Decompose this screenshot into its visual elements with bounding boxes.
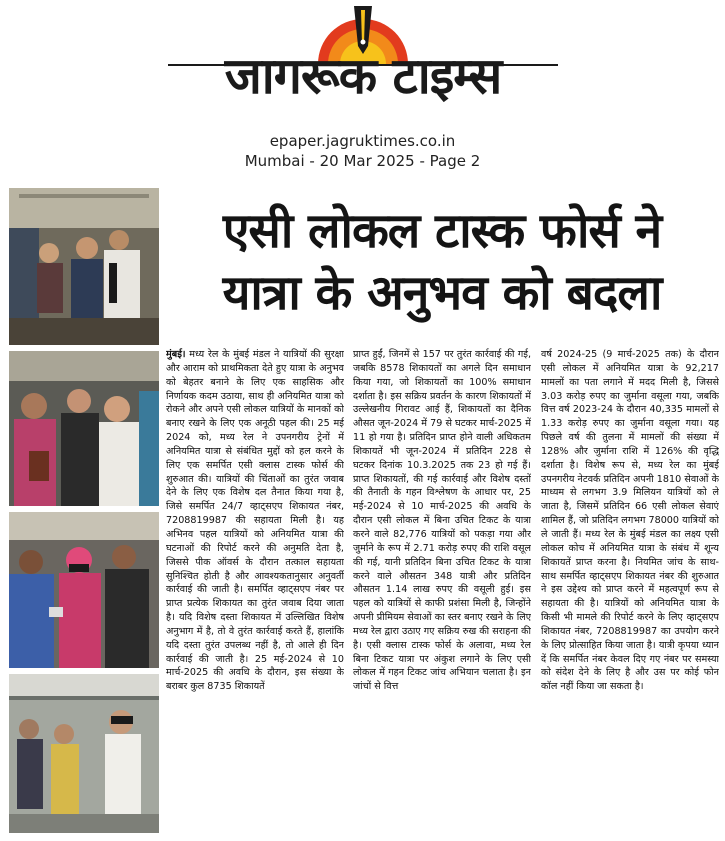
epaper-url[interactable]: epaper.jagruktimes.co.in: [269, 132, 456, 150]
photo-passengers-ticket-check-icon: [9, 188, 159, 345]
article-column-2-text: प्राप्त हुईं, जिनमें से 157 पर तुरंत कार्रवाई की गई, जबकि 8578 शिकायतों का अगले दिन समाधान किया गया, जो शिकायतों का 100% समाधान दर्शाता है। इस सक्रिय प्रवर्तन के कारण शिकायतों में उल्लेखनीय गिरावट आई हैं, शिकायतों का दैनिक औसत जून-2024 में 79 से घटकर मार्च-2025 में 11 हो गया है। प्रतिदिन प्राप्त होने वाली अधिकतम शिकायतें भी जून-2024 में प्रतिदिन 228 से घटकर दिनांक 10.3.2025 तक 23 हो गई हैं। प्राप्त शिकायतों, की गई कार्रवाई और विशेष दस्तों की तैनाती के गहन विश्लेषण के आधार पर, 25 मई-2024 से 10 मार्च-2025 की अवधि के दौरान एसी लोकल में बिना उचित टिकट के यात्रा करने वाले 82,776 यात्रियों को पकड़ा गया और जुर्माने के रूप में 2.71 करोड़ रुपए की राशि वसूल की गई, यानी प्रतिदिन बिना उचित टिकट के यात्रा करने वाले औसतन 348 यात्री और प्रतिदिन औसतन 1.14 लाख रुपए की वसूली हुई। इस पहल को यात्रियों से काफी प्रशंसा मिली है, जिन्होंने अपनी प्रीमियम सेवाओं का स्तर बनाए रखने के लिए मध्य रेल द्वारा उठाए गए सक्रिय रुख की सराहना की है। एसी क्लास टास्क फोर्स के अलावा, मध्य रेल बिना टिकट यात्रा पर अंकुश लगाने के लिए एसी लोकल में गहन टिकट जांच अभियान चलाता है। इन जांचों से वित्त: [353, 349, 531, 693]
article-column-2: [353, 348, 531, 836]
headline-line-1: एसी लोकल टास्क फोर्स ने: [222, 203, 662, 259]
article-column-3: [541, 348, 719, 836]
headline: [166, 200, 718, 324]
photo-passengers-helpline-icon: [9, 512, 159, 668]
article-column-3-text: वर्ष 2024-25 (9 मार्च-2025 तक) के दौरान एसी लोकल में अनियमित यात्रा के 92,217 मामलों का पता लगाने में मदद मिली है, जिससे 3.03 करोड़ रुपए का जुर्माना वसूला गया, जबकि वित्त वर्ष 2023-24 के दौरान 40,335 मामलों से 1.33 करोड़ रुपए का जुर्माना वसूला गया। यह पिछले वर्ष की तुलना में मामलों की संख्या में 128% और जुर्माना राशि में 126% की वृद्धि दर्शाता है। विशेष रूप से, मध्य रेल का मुंबई उपनगरीय नेटवर्क प्रतिदिन अपनी 1810 सेवाओं के माध्यम से लगभग 3.9 मिलियन यात्रियों को ले जाता है, जिसमें प्रतिदिन 66 एसी लोकल सेवाएं शामिल हैं, जो प्रतिदिन लगभग 78000 यात्रियों को ले जाती हैं। मध्य रेल के मुंबई मंडल का लक्ष्य एसी लोकल कोच में अनियमित यात्रा के संबंध में शून्य शिकायतें प्राप्त करना है। नियमित जांच के साथ-साथ समर्पित व्हाट्सएप शिकायत नंबर की शुरुआत ने इस उद्देश्य को प्राप्त करने में महत्वपूर्ण रूप से सहायता की है। यात्रियों को अनियमित यात्रा के किसी भी मामले की रिपोर्ट करने के लिए व्हाट्सएप शिकायत नंबर, 7208819987 का उपयोग करने के लिए प्रोत्साहित किया जाता है। यात्री कृपया ध्यान दें कि समर्पित नंबर केवल दिए गए नंबर पर समस्या को संदेश देने के लिए है और उस पर कोई फोन कॉल नहीं किया जा सकता है।: [541, 349, 719, 693]
jagruk-times-logo[interactable]: [168, 6, 558, 114]
article-column-1-text: मध्य रेल के मुंबई मंडल ने यात्रियों की सुरक्षा और आराम को प्राथमिकता देते हुए यात्रा के अनुभव को बेहतर बनाने के लिए एक साहसिक और निर्णायक कदम उठाया, साथ ही अनियमित यात्रा को रोकने और अपने एसी लोकल यात्रियों के मानकों को बनाए रखने के लिए एक अनूठी पहल की। 25 मई 2024 को, मध्य रेल ने उपनगरीय ट्रेनों में अनियमित यात्रा से संबंधित मुद्दों को हल करने के लिए एक समर्पित एसी क्लास टास्क फोर्स की शुरुआत की। यात्रियों की चिंताओं का तुरंत जवाब देने के लिए एक विशेष दल तैनात किया गया है, जिसे समर्पित 24/7 व्हाट्सएप शिकायत नंबर, 7208819987 की सहायता मिली है। यह अभिनव पहल यात्रियों को अनियमित यात्रा की घटनाओं की रिपोर्ट करने की अनुमति देता है, जिससे पीक ऑवर्स के दौरान तत्काल सहायता सुनिश्चित होती है और आवश्यकतानुसार अनुवर्ती कार्रवाई की जाती है। समर्पित व्हाट्सएप नंबर पर प्राप्त प्रत्येक शिकायत का तुरंत जवाब दिया जाता है। यदि विशेष दस्ता शिकायत में उल्लिखित विशेष अनुभाग में है, तो वे तुरंत कार्रवाई करते हैं, हालांकि यदि दस्ता तुरंत उपलब्ध नहीं है, तो आले ही दिन कार्रवाई की जाती है। 25 मई-2024 से 10 मार्च-2025 की अवधि के दौरान, इस संख्या के बराबर कुल 8735 शिकायतें: [166, 349, 344, 693]
edition-date-page: Mumbai - 20 Mar 2025 - Page 2: [244, 152, 481, 170]
photo-column: [9, 188, 159, 833]
photo-train-coach-passengers-icon: [9, 674, 159, 833]
logo-wordmark: जागरूक टाइम्स: [224, 47, 502, 105]
article-column-1: [166, 348, 344, 836]
masthead: [0, 0, 725, 180]
photo-women-passengers-icon: [9, 351, 159, 506]
headline-line-2: यात्रा के अनुभव को बदला: [222, 265, 662, 321]
article-dateline: मुंबई।: [166, 349, 186, 360]
article-body: [166, 348, 719, 836]
